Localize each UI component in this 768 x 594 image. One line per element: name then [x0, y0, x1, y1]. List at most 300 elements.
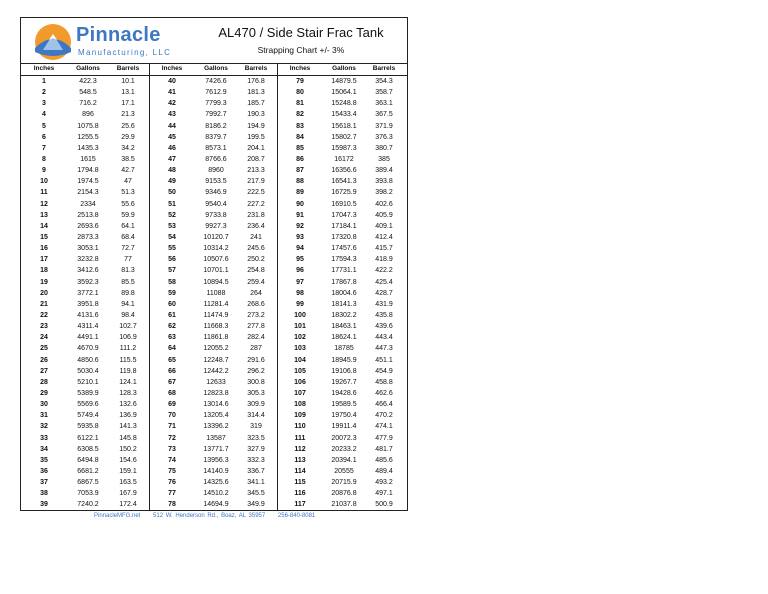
cell-gallons: 9540.4 — [205, 200, 227, 208]
cell-gallons: 7992.7 — [205, 111, 227, 119]
table-row — [21, 433, 407, 444]
cell-barrels: 277.8 — [247, 323, 265, 331]
cell-gallons: 11474.9 — [203, 311, 229, 319]
cell-inches: 74 — [168, 456, 176, 464]
header-gallons: Gallons — [76, 65, 100, 72]
cell-inches: 28 — [40, 378, 48, 386]
cell-gallons: 18785 — [334, 345, 354, 353]
cell-inches: 22 — [40, 311, 48, 319]
table-row — [21, 421, 407, 432]
cell-barrels: 458.8 — [375, 378, 393, 386]
cell-inches: 58 — [168, 278, 176, 286]
cell-gallons: 17594.3 — [331, 256, 357, 264]
cell-gallons: 2693.6 — [77, 222, 99, 230]
cell-gallons: 19267.7 — [331, 378, 357, 386]
table-row — [21, 399, 407, 410]
cell-barrels: 477.9 — [375, 434, 393, 442]
cell-inches: 46 — [168, 144, 176, 152]
cell-gallons: 9153.5 — [205, 178, 227, 186]
cell-inches: 21 — [40, 300, 48, 308]
cell-barrels: 136.9 — [119, 412, 137, 420]
cell-barrels: 314.4 — [247, 412, 265, 420]
table-row — [21, 455, 407, 466]
table-row — [21, 499, 407, 510]
cell-inches: 87 — [296, 167, 304, 175]
cell-barrels: 296.2 — [247, 367, 265, 375]
cell-barrels: 38.5 — [121, 155, 135, 163]
cell-inches: 116 — [294, 490, 306, 498]
cell-barrels: 154.6 — [119, 456, 137, 464]
cell-inches: 69 — [168, 401, 176, 409]
cell-inches: 25 — [40, 345, 48, 353]
cell-barrels: 439.6 — [375, 323, 393, 331]
cell-inches: 5 — [42, 122, 46, 130]
cell-gallons: 548.5 — [79, 89, 97, 97]
cell-barrels: 309.9 — [247, 401, 265, 409]
cell-barrels: 208.7 — [247, 155, 265, 163]
cell-inches: 39 — [40, 501, 48, 509]
cell-barrels: 376.3 — [375, 133, 393, 141]
cell-gallons: 16541.3 — [331, 178, 357, 186]
cell-inches: 103 — [294, 345, 306, 353]
cell-barrels: 431.9 — [375, 300, 393, 308]
cell-barrels: 89.8 — [121, 289, 135, 297]
cell-gallons: 5569.6 — [77, 401, 99, 409]
cell-inches: 81 — [296, 100, 304, 108]
cell-gallons: 17184.1 — [331, 222, 357, 230]
cell-inches: 96 — [296, 267, 304, 275]
cell-barrels: 336.7 — [247, 467, 265, 475]
cell-barrels: 327.9 — [247, 445, 265, 453]
cell-barrels: 435.8 — [375, 311, 393, 319]
cell-gallons: 5935.8 — [77, 423, 99, 431]
cell-inches: 30 — [40, 401, 48, 409]
table-row — [21, 366, 407, 377]
cell-barrels: 354.3 — [375, 78, 393, 85]
cell-inches: 57 — [168, 267, 176, 275]
cell-gallons: 3592.3 — [77, 278, 99, 286]
cell-barrels: 389.4 — [375, 167, 393, 175]
cell-gallons: 11861.8 — [203, 334, 229, 342]
cell-inches: 6 — [42, 133, 46, 141]
cell-gallons: 5749.4 — [77, 412, 99, 420]
table-row — [21, 355, 407, 366]
cell-inches: 40 — [168, 78, 176, 85]
cell-barrels: 213.3 — [247, 167, 265, 175]
cell-barrels: 29.9 — [121, 133, 135, 141]
brand-name: Pinnacle — [76, 24, 161, 46]
cell-gallons: 13587 — [206, 434, 226, 442]
cell-barrels: 227.2 — [247, 200, 265, 208]
cell-gallons: 14325.6 — [203, 479, 229, 487]
cell-barrels: 85.5 — [121, 278, 135, 286]
cell-gallons: 5210.1 — [77, 378, 99, 386]
table-row — [21, 221, 407, 232]
cell-gallons: 17320.8 — [331, 233, 357, 241]
cell-inches: 4 — [42, 111, 46, 119]
cell-gallons: 4131.6 — [77, 311, 99, 319]
table-row — [21, 165, 407, 176]
cell-barrels: 481.7 — [375, 445, 393, 453]
cell-gallons: 14694.9 — [203, 501, 229, 509]
cell-gallons: 7799.3 — [205, 100, 227, 108]
cell-gallons: 4670.9 — [77, 345, 99, 353]
cell-inches: 86 — [296, 155, 304, 163]
cell-inches: 47 — [168, 155, 176, 163]
cell-gallons: 11668.3 — [203, 323, 229, 331]
table-row — [21, 277, 407, 288]
cell-barrels: 474.1 — [375, 423, 393, 431]
cell-inches: 1 — [42, 78, 46, 85]
cell-inches: 64 — [168, 345, 176, 353]
cell-barrels: 254.8 — [247, 267, 265, 275]
cell-inches: 82 — [296, 111, 304, 119]
cell-gallons: 4311.4 — [77, 323, 99, 331]
cell-barrels: 300.8 — [247, 378, 265, 386]
cell-gallons: 13205.4 — [203, 412, 229, 420]
cell-inches: 77 — [168, 490, 176, 498]
table-row — [21, 87, 407, 98]
cell-barrels: 319 — [250, 423, 262, 431]
cell-inches: 32 — [40, 423, 48, 431]
footer-phone: 256-840-8081 — [277, 513, 316, 519]
cell-gallons: 18302.2 — [331, 311, 357, 319]
strapping-chart-sheet — [20, 17, 408, 511]
cell-gallons: 7053.9 — [77, 490, 99, 498]
cell-inches: 99 — [296, 300, 304, 308]
cell-inches: 71 — [168, 423, 176, 431]
cell-barrels: 102.7 — [119, 323, 137, 331]
cell-barrels: 222.5 — [247, 189, 265, 197]
cell-inches: 97 — [296, 278, 304, 286]
cell-inches: 38 — [40, 490, 48, 498]
cell-inches: 49 — [168, 178, 176, 186]
table-row — [21, 154, 407, 165]
header-gallons: Gallons — [332, 65, 356, 72]
table-row — [21, 210, 407, 221]
table-row — [21, 143, 407, 154]
table-row — [21, 121, 407, 132]
chart-title: AL470 / Side Stair Frac Tank — [218, 25, 384, 40]
cell-gallons: 3053.1 — [77, 245, 99, 253]
cell-inches: 7 — [42, 144, 46, 152]
table-row — [21, 343, 407, 354]
cell-barrels: 489.4 — [375, 467, 393, 475]
cell-barrels: 497.1 — [375, 490, 393, 498]
cell-inches: 91 — [296, 211, 304, 219]
cell-inches: 42 — [168, 100, 176, 108]
cell-barrels: 418.9 — [375, 256, 393, 264]
cell-gallons: 6308.5 — [77, 445, 99, 453]
cell-gallons: 7612.9 — [205, 89, 227, 97]
header-barrels: Barrels — [116, 65, 140, 72]
cell-inches: 94 — [296, 245, 304, 253]
cell-gallons: 19750.4 — [331, 412, 357, 420]
cell-barrels: 172.4 — [119, 501, 137, 509]
cell-gallons: 2873.3 — [77, 233, 99, 241]
table-row — [21, 288, 407, 299]
table-row — [21, 332, 407, 343]
table-row — [21, 187, 407, 198]
cell-barrels: 412.4 — [375, 233, 393, 241]
header-gallons: Gallons — [204, 65, 228, 72]
cell-gallons: 15433.4 — [331, 111, 357, 119]
cell-inches: 105 — [294, 367, 306, 375]
cell-barrels: 10.1 — [121, 78, 135, 85]
chart-rows — [21, 76, 407, 510]
cell-barrels: 115.5 — [119, 356, 137, 364]
cell-inches: 17 — [40, 256, 48, 264]
cell-inches: 53 — [168, 222, 176, 230]
cell-gallons: 10314.2 — [203, 245, 229, 253]
cell-barrels: 98.4 — [121, 311, 135, 319]
cell-barrels: 132.6 — [119, 401, 137, 409]
cell-gallons: 15248.8 — [331, 100, 357, 108]
mountain-logo-icon — [33, 22, 73, 62]
cell-barrels: 241 — [250, 233, 262, 241]
header-inches: Inches — [161, 65, 183, 72]
footer-website[interactable]: PinnacleMFG.net — [94, 513, 141, 519]
cell-inches: 90 — [296, 200, 304, 208]
cell-barrels: 245.6 — [247, 245, 265, 253]
cell-barrels: 402.6 — [375, 200, 393, 208]
cell-barrels: 141.3 — [119, 423, 137, 431]
cell-inches: 52 — [168, 211, 176, 219]
cell-gallons: 19911.4 — [331, 423, 357, 431]
cell-barrels: 72.7 — [121, 245, 135, 253]
cell-barrels: 415.7 — [375, 245, 393, 253]
cell-barrels: 405.9 — [375, 211, 393, 219]
cell-gallons: 20555 — [334, 467, 354, 475]
cell-gallons: 10507.6 — [203, 256, 229, 264]
chart-header — [21, 18, 407, 64]
cell-inches: 84 — [296, 133, 304, 141]
table-row — [21, 98, 407, 109]
cell-inches: 11 — [40, 189, 48, 197]
cell-gallons: 20715.9 — [331, 479, 357, 487]
cell-barrels: 185.7 — [247, 100, 265, 108]
cell-gallons: 1615 — [80, 155, 96, 163]
cell-barrels: 273.2 — [247, 311, 265, 319]
cell-gallons: 2334 — [80, 200, 96, 208]
cell-gallons: 14140.9 — [203, 467, 229, 475]
chart-subtitle: Strapping Chart +/- 3% — [257, 45, 345, 55]
cell-gallons: 1794.8 — [77, 167, 99, 175]
cell-inches: 112 — [294, 445, 306, 453]
cell-barrels: 181.3 — [247, 89, 265, 97]
table-row — [21, 410, 407, 421]
cell-inches: 55 — [168, 245, 176, 253]
cell-barrels: 64.1 — [121, 222, 135, 230]
cell-gallons: 13396.2 — [203, 423, 229, 431]
cell-barrels: 150.2 — [119, 445, 137, 453]
cell-gallons: 15618.1 — [331, 122, 357, 130]
cell-inches: 78 — [168, 501, 176, 509]
cell-inches: 36 — [40, 467, 48, 475]
table-row — [21, 109, 407, 120]
table-row — [21, 232, 407, 243]
header-barrels: Barrels — [244, 65, 268, 72]
cell-gallons: 18141.3 — [331, 300, 357, 308]
cell-inches: 101 — [294, 323, 306, 331]
table-row — [21, 444, 407, 455]
cell-inches: 104 — [294, 356, 306, 364]
cell-inches: 65 — [168, 356, 176, 364]
cell-inches: 24 — [40, 334, 48, 342]
cell-barrels: 124.1 — [119, 378, 137, 386]
cell-inches: 92 — [296, 222, 304, 230]
cell-gallons: 17047.3 — [331, 211, 357, 219]
cell-barrels: 199.5 — [247, 133, 265, 141]
cell-gallons: 10894.5 — [203, 278, 229, 286]
header-barrels: Barrels — [372, 65, 396, 72]
cell-inches: 68 — [168, 389, 176, 397]
cell-barrels: 358.7 — [375, 89, 393, 97]
table-row — [21, 199, 407, 210]
cell-gallons: 3232.8 — [77, 256, 99, 264]
cell-inches: 34 — [40, 445, 48, 453]
cell-gallons: 12633 — [206, 378, 226, 386]
cell-inches: 20 — [40, 289, 48, 297]
cell-barrels: 385 — [378, 155, 390, 163]
cell-gallons: 9927.3 — [205, 222, 227, 230]
table-row — [21, 488, 407, 499]
cell-inches: 66 — [168, 367, 176, 375]
cell-barrels: 398.2 — [375, 189, 393, 197]
cell-inches: 62 — [168, 323, 176, 331]
cell-inches: 80 — [296, 89, 304, 97]
cell-gallons: 3412.6 — [77, 267, 99, 275]
cell-inches: 88 — [296, 178, 304, 186]
cell-barrels: 422.2 — [375, 267, 393, 275]
cell-inches: 93 — [296, 233, 304, 241]
cell-gallons: 17731.1 — [331, 267, 357, 275]
cell-gallons: 6494.8 — [77, 456, 99, 464]
cell-gallons: 7426.6 — [205, 78, 227, 85]
column-headers — [21, 64, 407, 76]
table-row — [21, 265, 407, 276]
cell-gallons: 13771.7 — [203, 445, 229, 453]
cell-inches: 110 — [294, 423, 306, 431]
cell-inches: 56 — [168, 256, 176, 264]
table-row — [21, 243, 407, 254]
footer-address: 512 W. Henderson Rd., Boaz, AL 35957 — [153, 513, 266, 519]
cell-barrels: 81.3 — [121, 267, 135, 275]
header-inches: Inches — [289, 65, 311, 72]
cell-inches: 75 — [168, 467, 176, 475]
cell-barrels: 163.5 — [119, 479, 137, 487]
cell-gallons: 6122.1 — [77, 434, 99, 442]
cell-barrels: 21.3 — [121, 111, 135, 119]
cell-barrels: 159.1 — [119, 467, 137, 475]
cell-gallons: 14510.2 — [203, 490, 229, 498]
cell-inches: 107 — [294, 389, 306, 397]
cell-gallons: 1974.5 — [77, 178, 99, 186]
cell-gallons: 16910.5 — [331, 200, 357, 208]
cell-barrels: 363.1 — [375, 100, 393, 108]
cell-inches: 41 — [168, 89, 176, 97]
cell-gallons: 4491.1 — [77, 334, 99, 342]
cell-barrels: 305.3 — [247, 389, 265, 397]
cell-barrels: 462.6 — [375, 389, 393, 397]
cell-barrels: 287 — [250, 345, 262, 353]
cell-gallons: 15987.3 — [331, 144, 357, 152]
table-row — [21, 299, 407, 310]
cell-inches: 83 — [296, 122, 304, 130]
cell-inches: 16 — [40, 245, 48, 253]
cell-inches: 98 — [296, 289, 304, 297]
cell-inches: 10 — [40, 178, 48, 186]
cell-barrels: 341.1 — [247, 479, 265, 487]
cell-barrels: 59.9 — [121, 211, 135, 219]
cell-inches: 100 — [294, 311, 306, 319]
cell-inches: 73 — [168, 445, 176, 453]
cell-inches: 95 — [296, 256, 304, 264]
cell-inches: 43 — [168, 111, 176, 119]
cell-barrels: 345.5 — [247, 490, 265, 498]
cell-gallons: 716.2 — [79, 100, 97, 108]
table-row — [21, 377, 407, 388]
cell-barrels: 94.1 — [121, 300, 135, 308]
cell-inches: 67 — [168, 378, 176, 386]
cell-barrels: 493.2 — [375, 479, 393, 487]
table-row — [21, 321, 407, 332]
cell-gallons: 13956.3 — [203, 456, 229, 464]
cell-barrels: 119.8 — [119, 367, 137, 375]
cell-barrels: 128.3 — [119, 389, 137, 397]
cell-gallons: 14879.5 — [331, 78, 357, 85]
cell-inches: 114 — [294, 467, 306, 475]
cell-barrels: 34.2 — [121, 144, 135, 152]
cell-barrels: 380.7 — [375, 144, 393, 152]
cell-barrels: 42.7 — [121, 167, 135, 175]
cell-barrels: 250.2 — [247, 256, 265, 264]
cell-gallons: 19106.8 — [331, 367, 357, 375]
cell-barrels: 454.9 — [375, 367, 393, 375]
cell-inches: 13 — [40, 211, 48, 219]
cell-barrels: 409.1 — [375, 222, 393, 230]
cell-barrels: 17.1 — [121, 100, 135, 108]
cell-barrels: 282.4 — [247, 334, 265, 342]
cell-gallons: 3772.1 — [77, 289, 99, 297]
cell-inches: 54 — [168, 233, 176, 241]
cell-gallons: 16172 — [334, 155, 354, 163]
table-row — [21, 388, 407, 399]
cell-inches: 51 — [168, 200, 176, 208]
cell-barrels: 259.4 — [247, 278, 265, 286]
cell-barrels: 323.5 — [247, 434, 265, 442]
table-row — [21, 176, 407, 187]
cell-barrels: 349.9 — [247, 501, 265, 509]
cell-gallons: 18624.1 — [331, 334, 357, 342]
cell-barrels: 25.6 — [121, 122, 135, 130]
table-row — [21, 477, 407, 488]
cell-gallons: 20394.1 — [331, 456, 357, 464]
cell-inches: 18 — [40, 267, 48, 275]
cell-barrels: 485.6 — [375, 456, 393, 464]
brand-subtitle: Manufacturing, LLC — [78, 48, 172, 57]
cell-gallons: 13014.6 — [203, 401, 229, 409]
cell-gallons: 11281.4 — [203, 300, 229, 308]
cell-barrels: 145.8 — [119, 434, 137, 442]
footer — [94, 513, 325, 519]
cell-barrels: 111.2 — [119, 345, 137, 353]
cell-gallons: 10701.1 — [203, 267, 229, 275]
cell-gallons: 9733.8 — [205, 211, 227, 219]
cell-inches: 2 — [42, 89, 46, 97]
cell-barrels: 443.4 — [375, 334, 393, 342]
cell-inches: 113 — [294, 456, 306, 464]
